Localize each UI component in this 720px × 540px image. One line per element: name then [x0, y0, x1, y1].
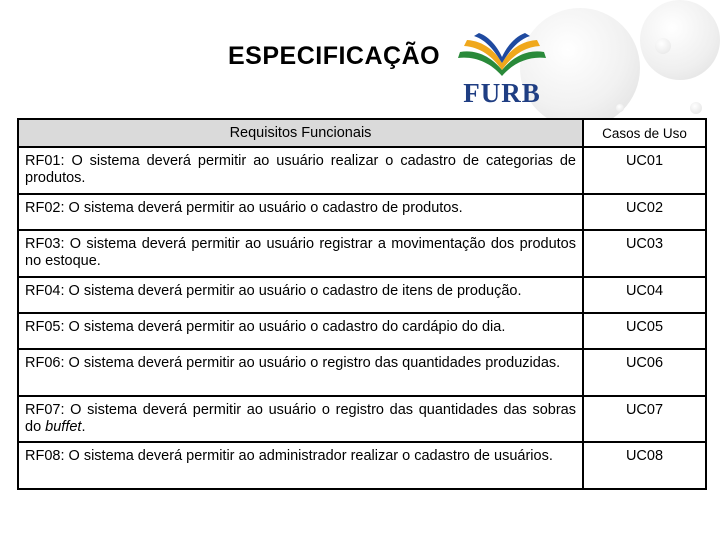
requirement-cell: RF03: O sistema deverá permitir ao usuário registrar a movimentação dos produtos no estoque. — [18, 230, 583, 277]
requirements-table — [17, 118, 707, 490]
requirement-cell: RF05: O sistema deverá permitir ao usuário o cadastro do cardápio do dia. — [18, 313, 583, 349]
table-row — [18, 313, 706, 349]
requirement-cell: RF02: O sistema deverá permitir ao usuário o cadastro de produtos. — [18, 194, 583, 230]
use-case-cell: UC08 — [583, 442, 706, 489]
use-case-cell: UC07 — [583, 396, 706, 442]
furb-logo — [452, 32, 552, 108]
use-case-cell: UC05 — [583, 313, 706, 349]
table-row — [18, 442, 706, 489]
open-book-icon — [452, 32, 552, 82]
decorative-bubble — [640, 0, 720, 80]
requirement-cell — [18, 396, 583, 442]
header-use-cases: Casos de Uso — [583, 119, 706, 147]
table-row — [18, 230, 706, 277]
decorative-bubble — [690, 102, 702, 114]
requirement-cell: RF04: O sistema deverá permitir ao usuário o cadastro de itens de produção. — [18, 277, 583, 313]
slide-title: ESPECIFICAÇÃO — [228, 42, 441, 70]
requirement-cell: RF06: O sistema deverá permitir ao usuário o registro das quantidades produzidas. — [18, 349, 583, 396]
header-requirements: Requisitos Funcionais — [18, 119, 583, 147]
table-header-row — [18, 119, 706, 147]
use-case-cell: UC03 — [583, 230, 706, 277]
table-row — [18, 349, 706, 396]
use-case-cell: UC04 — [583, 277, 706, 313]
requirement-text: RF07: O sistema deverá permitir ao usuário o registro das quantidades das sobras do — [25, 402, 576, 435]
table-row — [18, 147, 706, 194]
use-case-cell: UC01 — [583, 147, 706, 194]
use-case-cell: UC06 — [583, 349, 706, 396]
requirement-suffix: . — [81, 419, 86, 435]
requirement-cell: RF01: O sistema deverá permitir ao usuário realizar o cadastro de categorias de produtos. — [18, 147, 583, 194]
decorative-bubble — [616, 104, 624, 112]
logo-wordmark: FURB — [463, 78, 541, 108]
table-row — [18, 277, 706, 313]
requirement-italic-term: buffet — [45, 419, 82, 435]
decorative-bubble — [655, 38, 671, 54]
table-row — [18, 396, 706, 442]
use-case-cell: UC02 — [583, 194, 706, 230]
table-row — [18, 194, 706, 230]
requirement-cell: RF08: O sistema deverá permitir ao administrador realizar o cadastro de usuários. — [18, 442, 583, 489]
